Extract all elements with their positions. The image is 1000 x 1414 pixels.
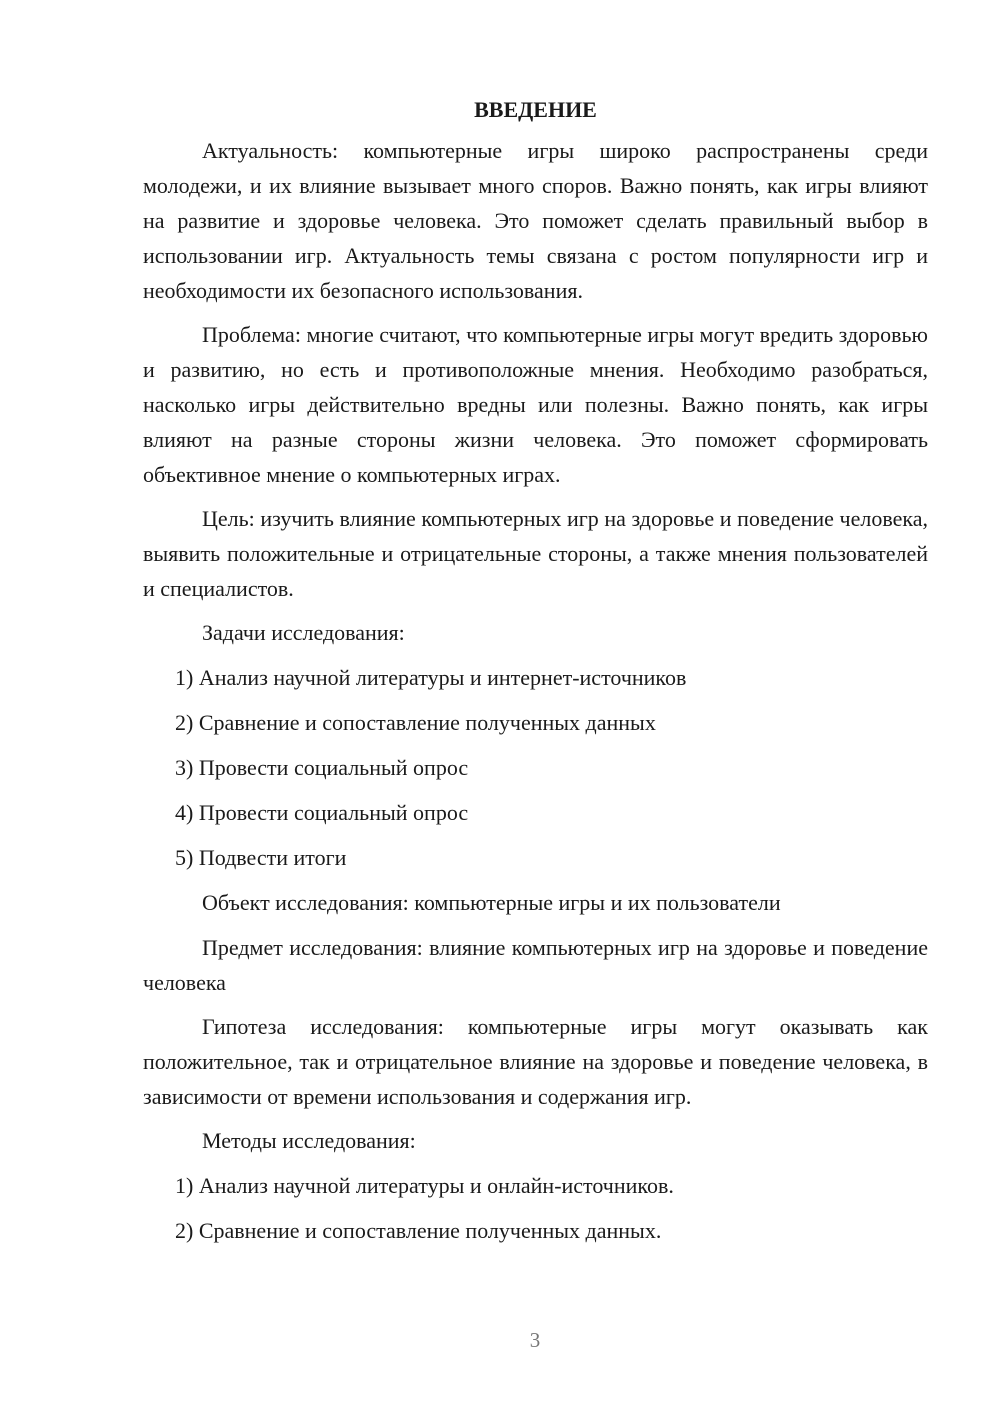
relevance-paragraph: Актуальность: компьютерные игры широко распространены среди молодежи, и их влияние вызывает много споров. Важно понять, как игры влияют на развитие и здоровье человека. Это поможет сделать правильный выбор в использовании игр. Актуальность темы связана с ростом популярности игр и необходимости их безопасного использования. — [143, 138, 928, 303]
page-number: 3 — [529, 1328, 541, 1352]
methods-heading: Методы исследования: — [202, 1128, 416, 1153]
problem-paragraph: Проблема: многие считают, что компьютерные игры могут вредить здоровью и развитию, но есть и противоположные мнения. Необходимо разобраться, насколько игры действительно вредны или полезны. Важно понять, как игры влияют на разные стороны жизни человека. Это поможет сформировать объективное мнение о компьютерных играх. — [143, 322, 928, 487]
task-item: 1) Анализ научной литературы и интернет-источников — [175, 665, 687, 690]
document-page — [143, 92, 928, 1258]
method-item: 1) Анализ научной литературы и онлайн-источников. — [175, 1173, 674, 1198]
subject-paragraph: Предмет исследования: влияние компьютерных игр на здоровье и поведение человека — [143, 935, 928, 995]
task-item: 2) Сравнение и сопоставление полученных данных — [175, 710, 656, 735]
hypothesis-paragraph: Гипотеза исследования: компьютерные игры могут оказывать как положительное, так и отрицательное влияние на здоровье и поведение человека, в зависимости от времени использования и содержания игр. — [143, 1014, 928, 1109]
section-title: ВВЕДЕНИЕ — [474, 97, 597, 122]
task-item: 3) Провести социальный опрос — [175, 755, 469, 780]
object-line: Объект исследования: компьютерные игры и их пользователи — [202, 890, 781, 915]
goal-paragraph: Цель: изучить влияние компьютерных игр на здоровье и поведение человека, выявить положительные и отрицательные стороны, а также мнения пользователей и специалистов. — [143, 506, 928, 601]
method-item: 2) Сравнение и сопоставление полученных данных. — [175, 1218, 662, 1243]
task-item: 4) Провести социальный опрос — [175, 800, 469, 825]
task-item: 5) Подвести итоги — [175, 845, 347, 870]
tasks-heading: Задачи исследования: — [202, 620, 405, 645]
